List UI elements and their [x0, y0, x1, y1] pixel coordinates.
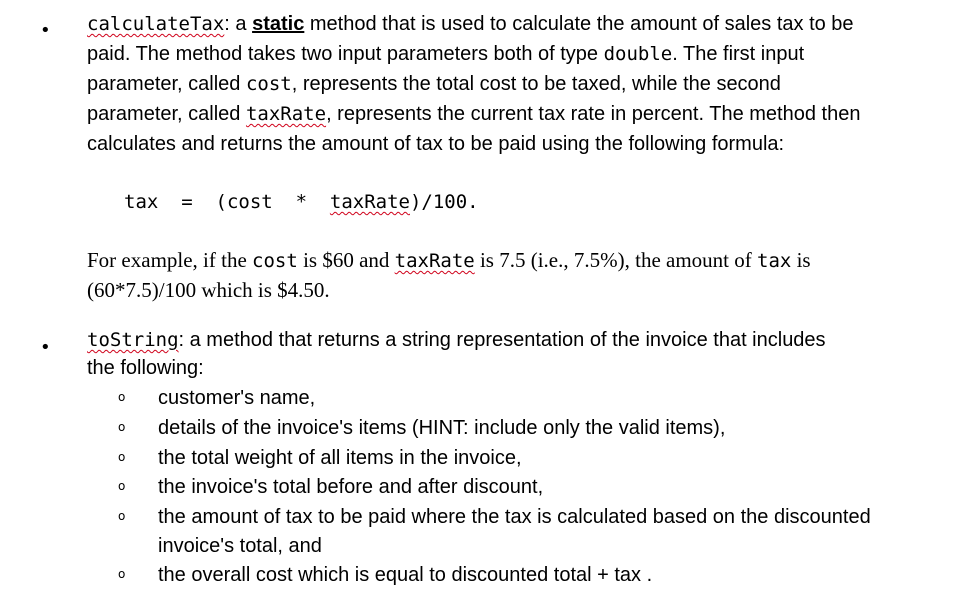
to-string-line-1 — [87, 326, 826, 354]
method-name-to-string: toString — [87, 329, 179, 351]
param-cost: cost — [245, 73, 292, 95]
calc-tax-line-5: calculates and returns the amount of tax to be paid using the following formula: — [87, 133, 785, 155]
static-keyword: static — [252, 13, 305, 35]
bullet-dot: • — [40, 20, 51, 41]
param-taxrate: taxRate — [245, 103, 327, 125]
calc-tax-line-1 — [87, 10, 854, 38]
formula-taxrate: taxRate — [329, 191, 410, 213]
bullet-dot: • — [40, 337, 51, 358]
text: For example, if the — [87, 248, 253, 272]
text: . The first input — [672, 43, 805, 65]
sub-bullet-circle: o — [118, 567, 126, 581]
text: method that is used to calculate the amount of sales tax to be — [304, 13, 854, 35]
sub-bullet-circle: o — [118, 479, 126, 493]
example-cost: cost — [252, 250, 298, 272]
list-item: the total weight of all items in the invoice, — [158, 447, 522, 469]
formula — [124, 188, 479, 216]
list-item: the invoice's total before and after discount, — [158, 476, 544, 498]
list-item-continuation: invoice's total, and — [158, 535, 322, 557]
calc-tax-line-4 — [87, 100, 860, 128]
text: , represents the current tax rate in percent. The method then — [326, 103, 861, 125]
list-item: details of the invoice's items (HINT: include only the valid items), — [158, 417, 726, 439]
list-item: customer's name, — [158, 387, 316, 409]
sub-bullet-circle: o — [118, 390, 126, 404]
formula-text: tax = (cost * — [124, 191, 330, 213]
example-taxrate: taxRate — [394, 250, 475, 272]
method-name-calculate-tax: calculateTax — [87, 13, 225, 35]
text: is $60 and — [297, 248, 395, 272]
type-name: double — [603, 43, 673, 65]
text: , represents the total cost to be taxed, while the second — [291, 73, 781, 95]
text: : a method that returns a string representation of the invoice that includes — [178, 329, 826, 351]
sub-bullet-circle: o — [118, 420, 126, 434]
text: is — [791, 248, 811, 272]
example-tax: tax — [757, 250, 792, 272]
calc-tax-line-3 — [87, 70, 781, 98]
list-item: the overall cost which is equal to discounted total + tax . — [158, 564, 653, 586]
list-item: the amount of tax to be paid where the tax is calculated based on the discounted — [158, 506, 871, 528]
example-line-1 — [87, 246, 811, 275]
calc-tax-line-2 — [87, 40, 804, 68]
text: paid. The method takes two input parameters both of type — [87, 43, 604, 65]
sub-bullet-circle: o — [118, 509, 126, 523]
text: is 7.5 (i.e., 7.5%), the amount of — [474, 248, 757, 272]
formula-text: )/100. — [409, 191, 479, 213]
text: parameter, called — [87, 73, 246, 95]
example-line-2: (60*7.5)/100 which is $4.50. — [87, 278, 330, 302]
to-string-line-2: the following: — [87, 357, 204, 379]
sub-bullet-circle: o — [118, 450, 126, 464]
text: : a — [224, 13, 253, 35]
text: parameter, called — [87, 103, 246, 125]
